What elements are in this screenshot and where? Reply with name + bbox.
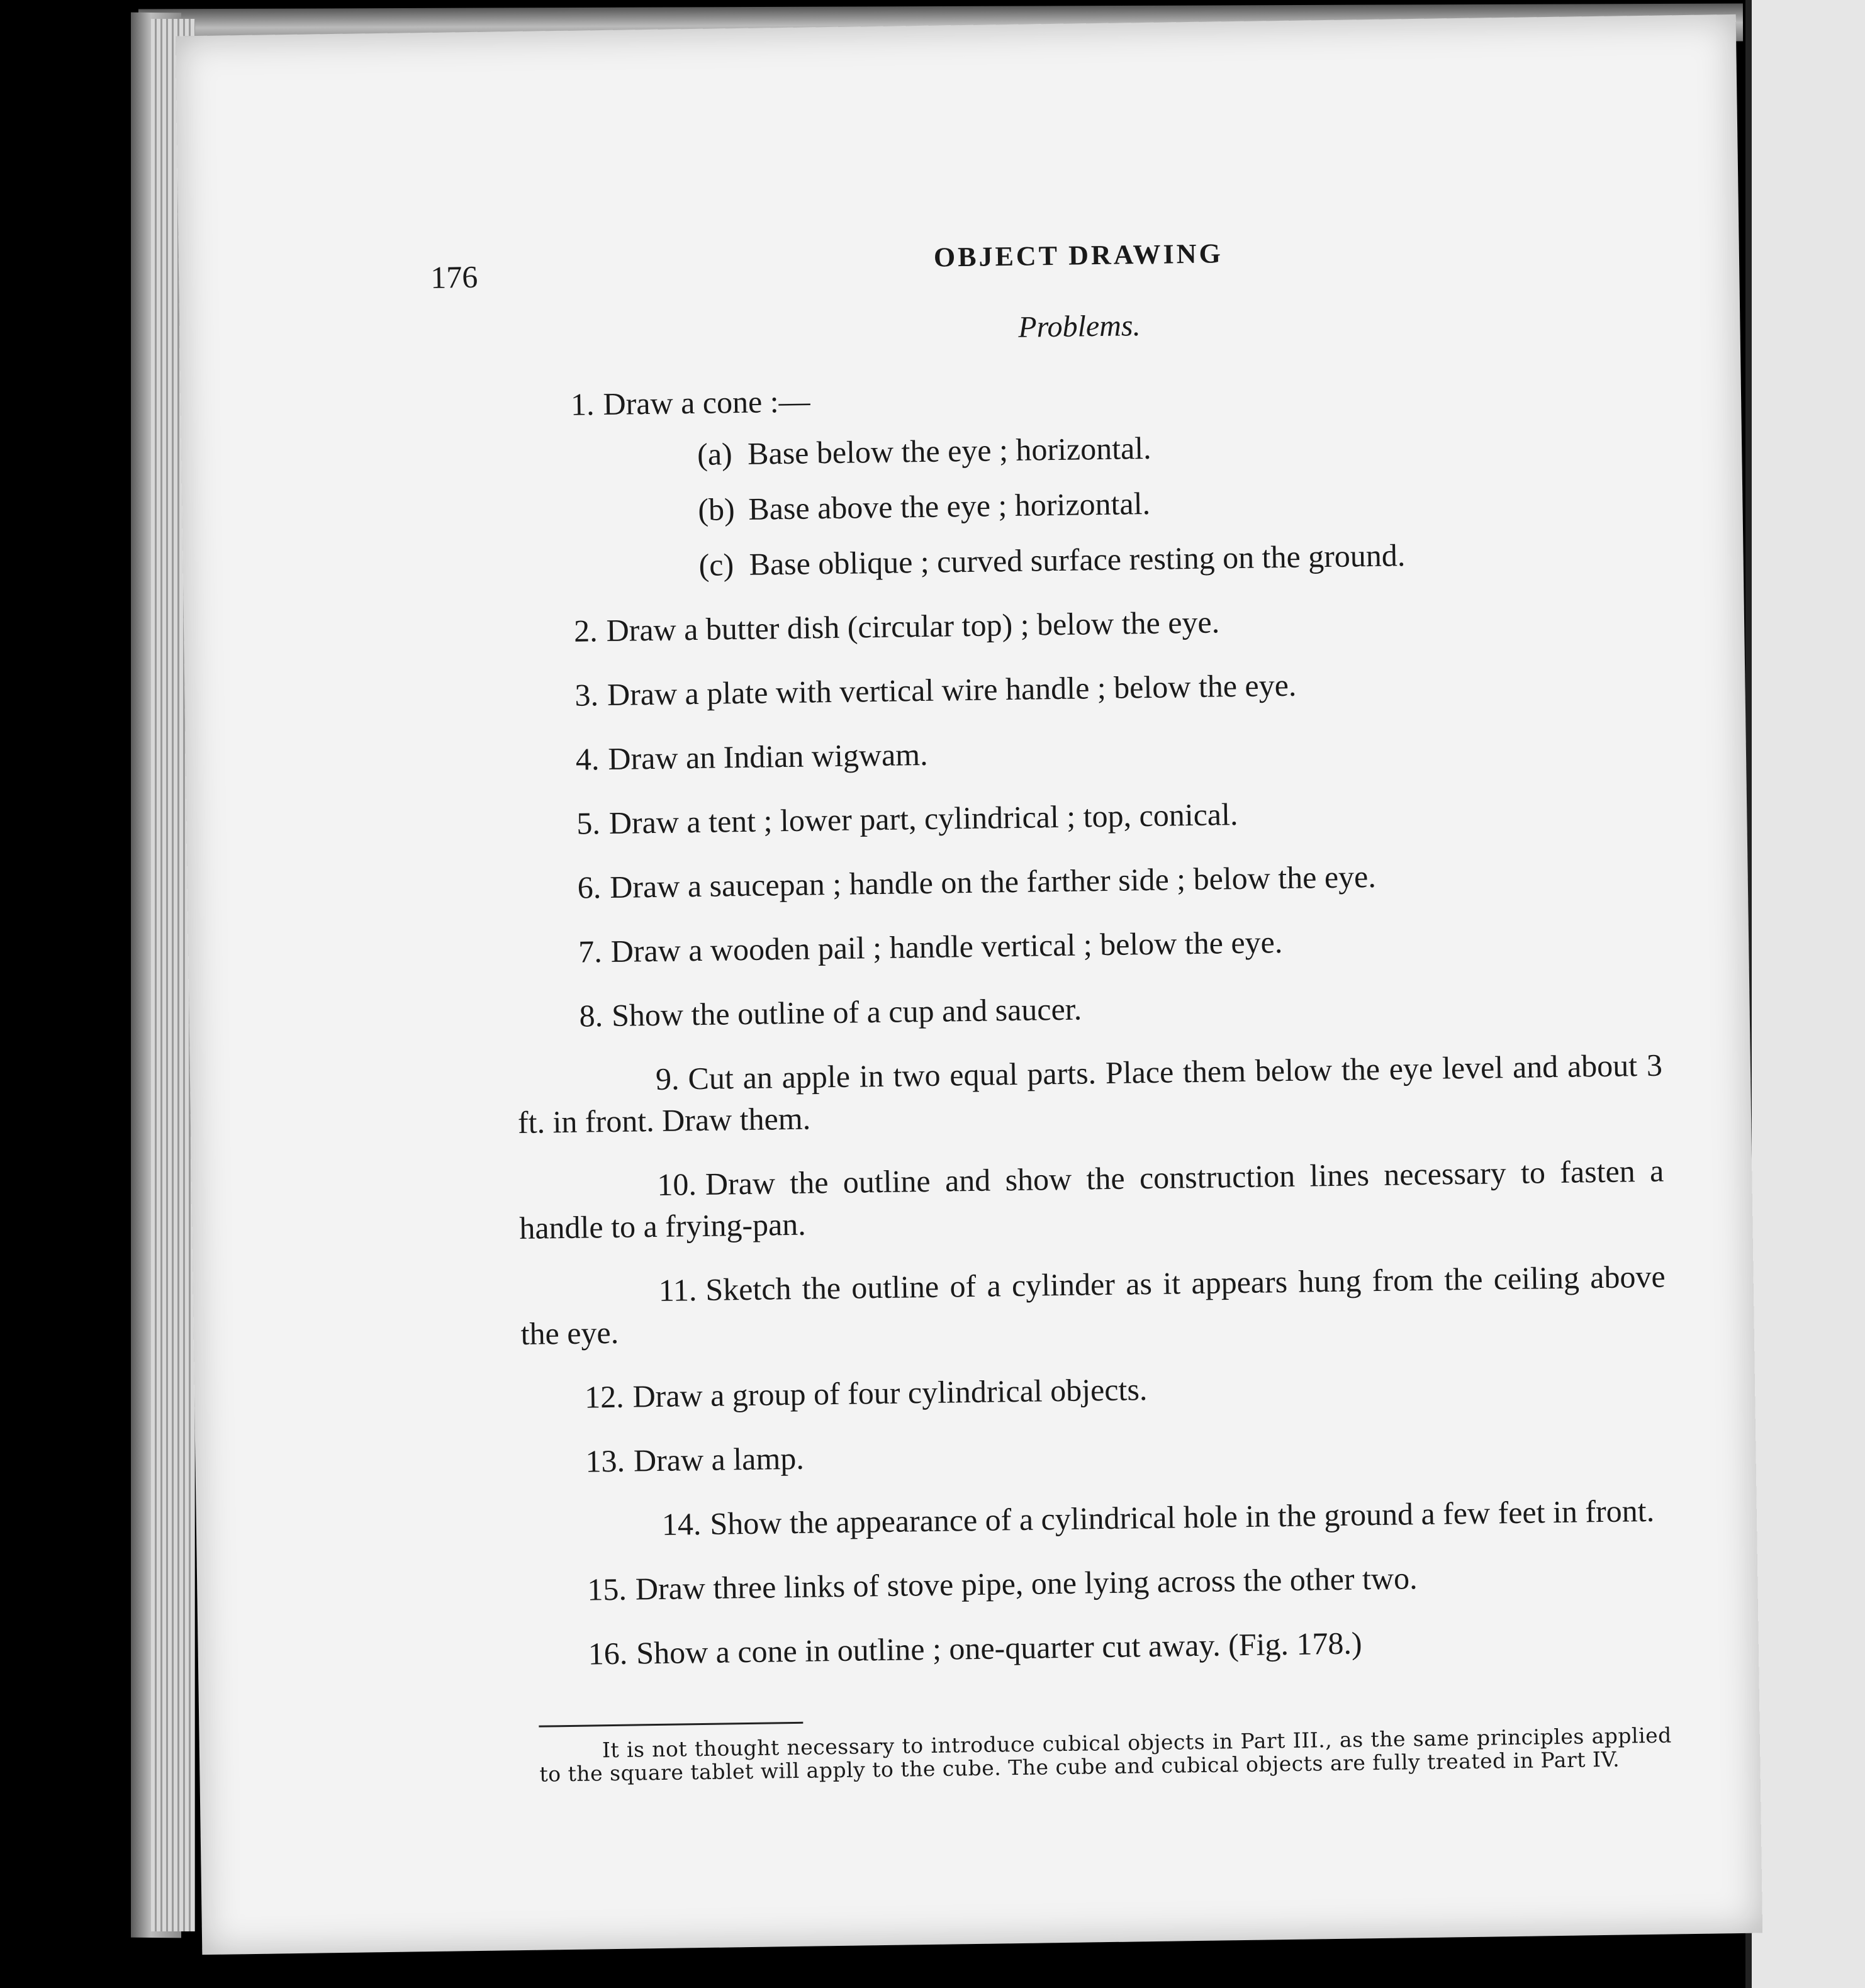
problem-number: 13. [585, 1443, 625, 1479]
footnote: It is not thought necessary to introduce cubical objects in Part III., as the same principles applied to the square tablet will apply to the cube. The cube and cubical objects are fully treated in Part IV. [539, 1723, 1672, 1787]
problem-number: 5. [576, 805, 601, 842]
problem-number: 11. [658, 1272, 697, 1309]
sub-item-text: Base oblique ; curved surface resting on the ground. [749, 537, 1406, 583]
problem-text: Draw a group of four cylindrical objects. [632, 1371, 1148, 1414]
problem-item [512, 723, 1658, 781]
problem-item [525, 1618, 1671, 1675]
sub-item-letter: (c) [698, 547, 734, 583]
problem-text: Draw a saucepan ; handle on the farther side ; below the eye. [609, 859, 1377, 905]
problem-item [523, 1490, 1669, 1547]
sub-item-text: Base above the eye ; horizontal. [748, 486, 1151, 527]
problem-item [515, 916, 1661, 973]
problem-text: Sketch the outline of a cylinder as it appears hung from the ceiling above the eye. [520, 1258, 1666, 1352]
sub-item-letter: (b) [698, 491, 736, 528]
section-title: Problems. [1017, 309, 1141, 344]
problem-number: 7. [578, 934, 603, 970]
problem-number: 2. [573, 613, 598, 649]
problem-text: Draw a cone :— [603, 383, 810, 422]
book-page [176, 14, 1762, 1955]
problem-item [517, 1044, 1664, 1143]
page-number: 176 [430, 259, 478, 295]
sub-item-text: Base below the eye ; horizontal. [747, 430, 1151, 472]
running-title: OBJECT DRAWING [933, 238, 1224, 273]
problem-text: Draw a plate with vertical wire handle ; below the eye. [607, 667, 1297, 713]
facing-page-edge [1745, 0, 1865, 1988]
problem-number: 12. [584, 1379, 624, 1415]
problem-item [516, 980, 1662, 1037]
problem-item [524, 1554, 1670, 1611]
problem-item [522, 1361, 1667, 1419]
problem-list [508, 369, 1671, 1675]
problem-text: Show the outline of a cup and saucer. [611, 991, 1082, 1034]
problem-text: Cut an apple in two equal parts. Place them below the eye level and about 3 ft. in front. Draw them. [517, 1047, 1663, 1141]
problem-text: Draw a lamp. [633, 1441, 805, 1478]
problem-item [520, 1256, 1666, 1354]
problem-text: Draw a tent ; lower part, cylindrical ; top, conical. [608, 796, 1238, 841]
problem-item [512, 659, 1657, 717]
footnote-rule [539, 1722, 803, 1728]
problem-number: 3. [574, 677, 599, 713]
problem-text: Show the appearance of a cylindrical hole in the ground a few feet in front. [710, 1493, 1655, 1542]
sub-item [698, 476, 1655, 530]
sub-item-list [571, 420, 1655, 588]
sub-item [698, 531, 1655, 586]
problem-text: Draw the outline and show the construction lines necessary to fasten a handle to a frying-pan. [518, 1153, 1664, 1246]
page-header [430, 230, 1652, 302]
problem-number: 6. [577, 869, 602, 906]
problem-text: Show a cone in outline ; one-quarter cut away. (Fig. 178.) [636, 1625, 1362, 1671]
problem-number: 16. [588, 1636, 628, 1672]
problem-number: 9. [655, 1061, 680, 1097]
problem-item [508, 369, 1655, 588]
problem-text: Draw a butter dish (circular top) ; below the eye. [606, 604, 1220, 649]
sub-item [697, 420, 1654, 475]
problem-number: 10. [657, 1166, 697, 1203]
page-body [430, 230, 1672, 1787]
problem-item [522, 1426, 1668, 1483]
problem-number: 14. [661, 1506, 702, 1543]
problem-number: 4. [575, 741, 600, 778]
problem-text: Draw a wooden pail ; handle vertical ; below the eye. [610, 924, 1283, 969]
problem-item [513, 788, 1659, 845]
sub-item-letter: (a) [697, 436, 733, 472]
problem-text: Draw an Indian wigwam. [608, 737, 928, 777]
problem-item [514, 852, 1660, 909]
problem-number: 8. [579, 998, 603, 1034]
problem-item [511, 595, 1657, 652]
problem-text: Draw three links of stove pipe, one lying across the other two. [635, 1560, 1418, 1607]
problem-item [518, 1150, 1665, 1249]
problem-number: 1. [570, 386, 595, 423]
problem-number: 15. [586, 1572, 627, 1607]
